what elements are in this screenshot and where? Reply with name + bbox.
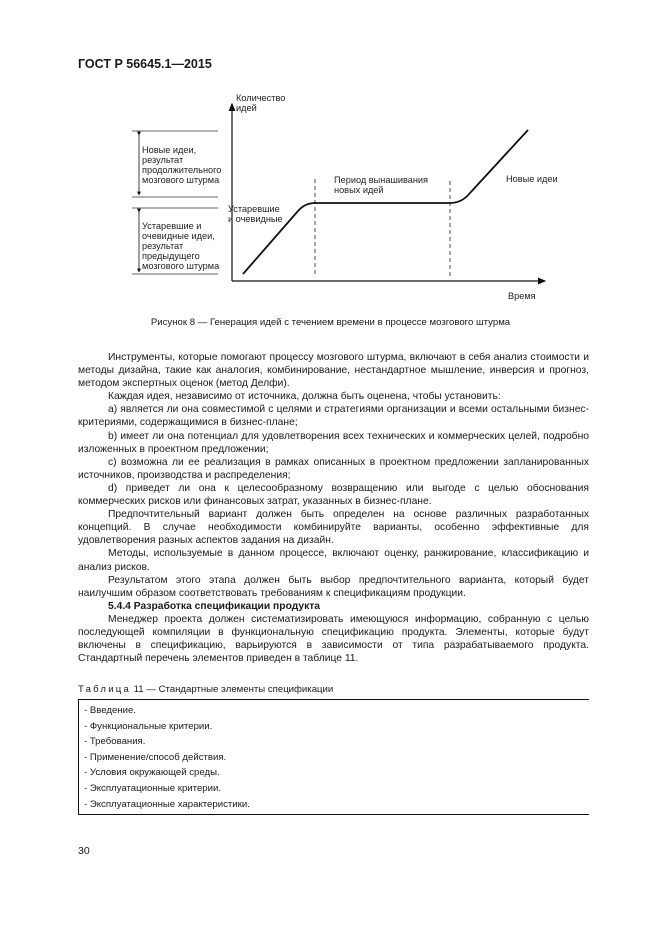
table-row: - Требования. — [84, 736, 146, 748]
svg-text:продолжительного: продолжительного — [142, 165, 222, 175]
svg-text:результат: результат — [142, 241, 184, 251]
figure-8-chart — [0, 0, 661, 310]
svg-text:и очевидные: и очевидные — [228, 214, 283, 224]
table-row: - Введение. — [84, 705, 136, 716]
curve-label-new: Новые идеи — [506, 174, 558, 184]
curve-label-old: Устаревшие — [228, 204, 280, 214]
table-row: - Эксплуатационные критерии. — [84, 782, 222, 794]
paragraph: Менеджер проекта должен систематизировать имеющуюся информацию, собранную с целью последующей компиляции в функциональную спецификацию продукта. Элементы, которые будут включены в спецификацию, варьируются в зависимости от типа разрабатываемого продукта. Стандартный перечень элементов приведен в таблице 11. — [78, 613, 589, 665]
bracket-top-label — [142, 145, 221, 185]
spec-table — [78, 699, 589, 815]
body-text — [78, 351, 589, 665]
table-row: - Условия окружающей среды. — [84, 767, 220, 779]
list-item-b: b) имеет ли она потенциал для удовлетворения всех технических и коммерческих целей, подробно изложенных в проектном предложении; — [78, 430, 589, 455]
figure-caption: Рисунок 8 — Генерация идей с течением времени в процессе мозгового штурма — [150, 317, 511, 328]
list-item-a: a) является ли она совместимой с целями и стратегиями организации и всеми остальными бизнес-критериями, содержащимися в бизнес-плане; — [78, 404, 589, 429]
list-item-d: d) приведет ли она к целесообразному возвращению или выгоде с целью обоснования коммерческих рисков или финансовых затрат, указанных в бизнес-плане. — [78, 482, 589, 508]
section-heading: 5.4.4 Разработка спецификации продукта — [108, 600, 321, 612]
svg-text:результат: результат — [142, 155, 184, 165]
x-axis-label: Время — [508, 291, 536, 301]
plateau-label: Период вынашивания — [334, 175, 429, 185]
svg-text:идей: идей — [236, 103, 257, 113]
svg-text:новых идей: новых идей — [334, 185, 384, 195]
page-number: 30 — [78, 845, 90, 857]
svg-text:предыдущего: предыдущего — [142, 251, 200, 261]
bracket-bottom-label — [142, 221, 220, 271]
table-row: - Эксплуатационные характеристики. — [84, 798, 250, 810]
svg-text:очевидные идеи,: очевидные идеи, — [142, 231, 215, 241]
paragraph: Инструменты, которые помогают процессу мозгового штурма, включают в себя анализ стоимости и методы дизайна, такие как аналогия, комбинирование, нестандартное мышление, инверсия и прогноз, методом экспертных оценок (метод Делфи). — [78, 352, 589, 390]
document-header: ГОСТ Р 56645.1—2015 — [78, 57, 212, 71]
list-item-c: c) возможна ли ее реализация в рамках описанных в проектном предложении запланированных источников, производства и распределения; — [78, 456, 589, 481]
table-caption: Таблица 11 — Стандартные элементы спецификации — [78, 684, 334, 695]
svg-text:мозгового штурма: мозгового штурма — [142, 175, 220, 185]
svg-text:мозгового штурма: мозгового штурма — [142, 261, 220, 271]
paragraph: Методы, используемые в данном процессе, включают оценку, ранжирование, классификацию и анализ рисков. — [78, 548, 589, 573]
table-row: - Функциональные критерии. — [84, 720, 213, 732]
ideas-curve — [243, 130, 528, 274]
paragraph: Результатом этого этапа должен быть выбор предпочтительного варианта, который будет наилучшим образом соответствовать требованиям к спецификациям продукции. — [78, 574, 589, 599]
paragraph: Предпочтительный вариант должен быть определен на основе различных разработанных концепций. В случае необходимости комбинируйте варианты, особенно эффективные для удовлетворения разных аспектов задания на дизайн. — [78, 509, 589, 547]
paragraph: Каждая идея, независимо от источника, должна быть оценена, чтобы установить: — [108, 391, 501, 403]
y-axis-label: Количество — [236, 93, 286, 103]
svg-text:Устаревшие и: Устаревшие и — [142, 221, 202, 231]
table-row: - Применение/способ действия. — [84, 751, 227, 763]
svg-text:Новые идеи,: Новые идеи, — [142, 145, 197, 155]
